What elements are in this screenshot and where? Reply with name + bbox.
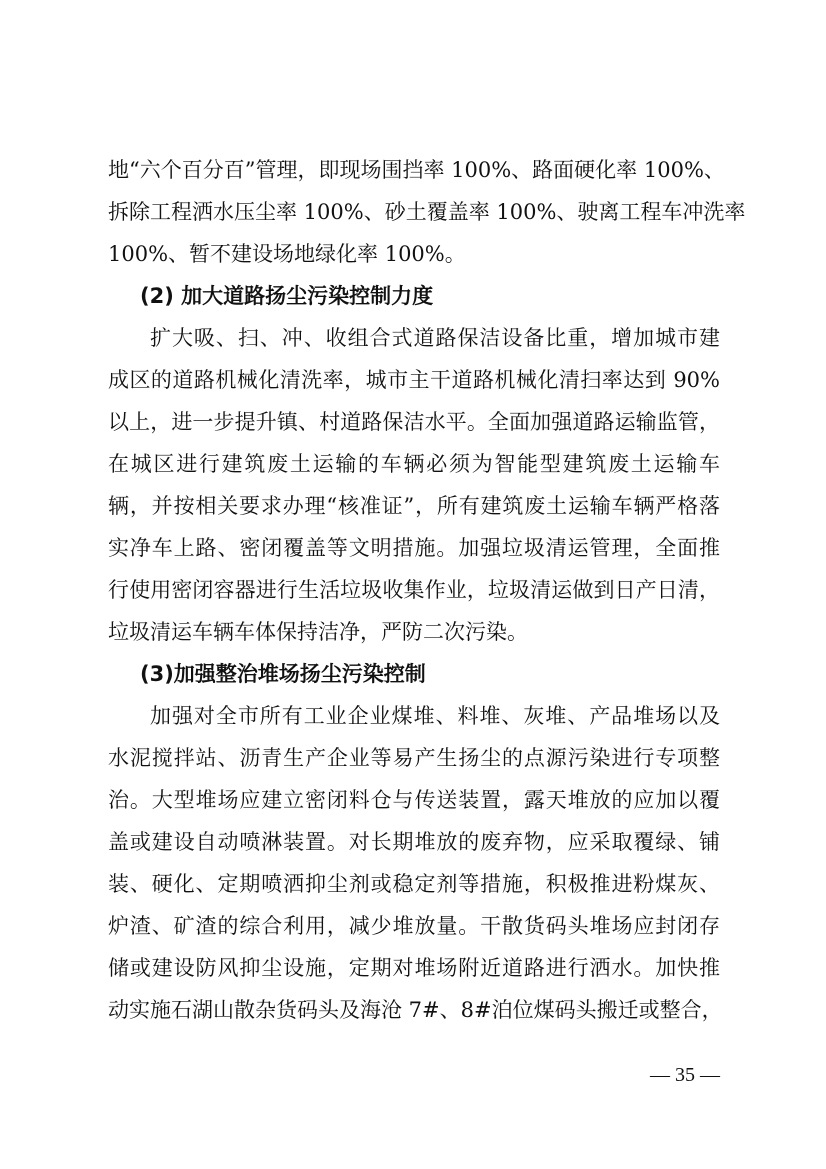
text-line: 拆除工程洒水压尘率 100%、砂土覆盖率 100%、驶离工程车冲洗率 [108,200,746,224]
text-line: 实净车上路、密闭覆盖等文明措施。加强垃圾清运管理，全面推 [108,536,720,560]
text-line: 地“六个百分百”管理，即现场围挡率 100%、路面硬化率 100%、 [108,158,725,182]
page-number: — 35 — [650,1064,720,1086]
text-line: 炉渣、矿渣的综合利用，减少堆放量。干散货码头堆场应封闭存 [108,914,720,938]
paragraph-stockyard-dust [108,695,723,1031]
text-line: 在城区进行建筑废土运输的车辆必须为智能型建筑废土运输车 [108,452,720,476]
text-line: 垃圾清运车辆车体保持洁净，严防二次污染。 [108,620,528,644]
text-line: 治。大型堆场应建立密闭料仓与传送装置，露天堆放的应加以覆 [108,788,720,812]
paragraph-continued [108,149,746,275]
section-heading-2: (2) 加大道路扬尘污染控制力度 [140,284,434,308]
text-line: 以上，进一步提升镇、村道路保洁水平。全面加强道路运输监管， [108,410,720,434]
text-line: 100%、暂不建设场地绿化率 100%。 [108,242,466,266]
text-line: 装、硬化、定期喷洒抑尘剂或稳定剂等措施，积极推进粉煤灰、 [108,872,720,896]
section-heading-3: (3)加强整治堆场扬尘污染控制 [140,662,426,686]
document-body [108,149,746,1031]
paragraph-road-dust [108,317,720,653]
text-line: 行使用密闭容器进行生活垃圾收集作业，垃圾清运做到日产日清， [108,578,720,602]
text-line: 储或建设防风抑尘设施，定期对堆场附近道路进行洒水。加快推 [108,956,720,980]
text-line: 成区的道路机械化清洗率，城市主干道路机械化清扫率达到 90% [108,368,720,392]
text-line: 水泥搅拌站、沥青生产企业等易产生扬尘的点源污染进行专项整 [108,746,720,770]
text-line: 辆，并按相关要求办理“核准证”，所有建筑废土运输车辆严格落 [108,494,720,518]
text-line: 扩大吸、扫、冲、收组合式道路保洁设备比重，增加城市建 [150,326,720,350]
text-line: 动实施石湖山散杂货码头及海沧 7#、8#泊位煤码头搬迁或整合， [108,998,723,1022]
text-line: 盖或建设自动喷淋装置。对长期堆放的废弃物，应采取覆绿、铺 [108,830,720,854]
text-line: 加强对全市所有工业企业煤堆、料堆、灰堆、产品堆场以及 [150,704,720,728]
